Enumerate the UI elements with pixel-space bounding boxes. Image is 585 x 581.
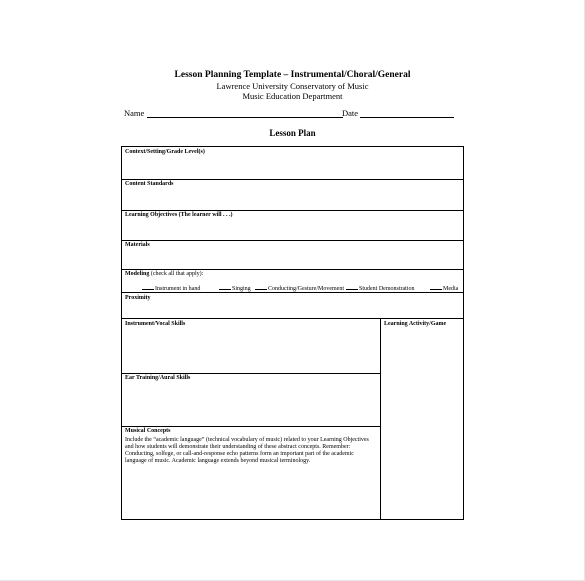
row-divider bbox=[122, 373, 380, 374]
proximity-label: Proximity bbox=[125, 295, 151, 301]
department-name: Music Education Department bbox=[242, 91, 343, 101]
modeling-option-media[interactable]: Media bbox=[430, 284, 458, 293]
title-block bbox=[0, 70, 585, 101]
column-divider bbox=[380, 318, 381, 519]
checkbox-blank[interactable] bbox=[346, 284, 358, 290]
context-label: Context/Setting/Grade Level(s) bbox=[125, 149, 205, 155]
row-divider bbox=[122, 426, 380, 427]
modeling-option-singing[interactable]: Singing bbox=[219, 284, 251, 293]
content-standards-label: Content Standards bbox=[125, 181, 174, 187]
musical-concepts-label: Musical Concepts bbox=[125, 428, 171, 434]
checkbox-blank[interactable] bbox=[255, 284, 267, 290]
checkbox-blank[interactable] bbox=[430, 284, 442, 290]
materials-label: Materials bbox=[125, 242, 150, 248]
row-divider bbox=[122, 210, 463, 211]
lesson-plan-table bbox=[121, 146, 464, 520]
lesson-plan-heading: Lesson Plan bbox=[269, 128, 316, 138]
learning-objectives-label: Learning Objectives (The learner will . . .) bbox=[125, 212, 233, 218]
date-label: Date bbox=[342, 108, 359, 118]
row-divider bbox=[122, 240, 463, 241]
modeling-option-conducting[interactable]: Conducting/Gesture/Movement bbox=[255, 284, 344, 293]
modeling-note: (check all that apply): bbox=[150, 271, 204, 277]
ear-training-label: Ear Training/Aural Skills bbox=[125, 375, 191, 381]
row-divider bbox=[122, 179, 463, 180]
name-field[interactable] bbox=[147, 117, 343, 118]
modeling-title: Modeling bbox=[125, 271, 150, 277]
checkbox-blank[interactable] bbox=[142, 284, 154, 290]
modeling-option-instrument[interactable]: Instrument in hand bbox=[142, 284, 200, 293]
musical-concepts-instructions: Include the “academic language” (technical vocabulary of music) related to your Learning Objectives and how students will demonstrate their understanding of these abstract concepts. Remember: Conducting, solfege, or call-and-response echo patterns form an important part of the academic language of music. Academic language extends beyond musical terminology. bbox=[125, 437, 369, 464]
institution-name: Lawrence University Conservatory of Music bbox=[216, 81, 369, 91]
checkbox-blank[interactable] bbox=[219, 284, 231, 290]
row-divider bbox=[122, 269, 463, 270]
name-label: Name bbox=[124, 108, 145, 118]
modeling-label bbox=[125, 271, 203, 278]
modeling-option-student-demo[interactable]: Student Demonstration bbox=[346, 284, 415, 293]
learning-activity-label: Learning Activity/Game bbox=[384, 321, 447, 327]
date-field[interactable] bbox=[360, 117, 454, 118]
document-title: Lesson Planning Template – Instrumental/Choral/General bbox=[174, 70, 411, 80]
name-date-row bbox=[124, 108, 464, 120]
instrument-vocal-skills-label: Instrument/Vocal Skills bbox=[125, 321, 186, 327]
row-divider bbox=[122, 318, 463, 319]
